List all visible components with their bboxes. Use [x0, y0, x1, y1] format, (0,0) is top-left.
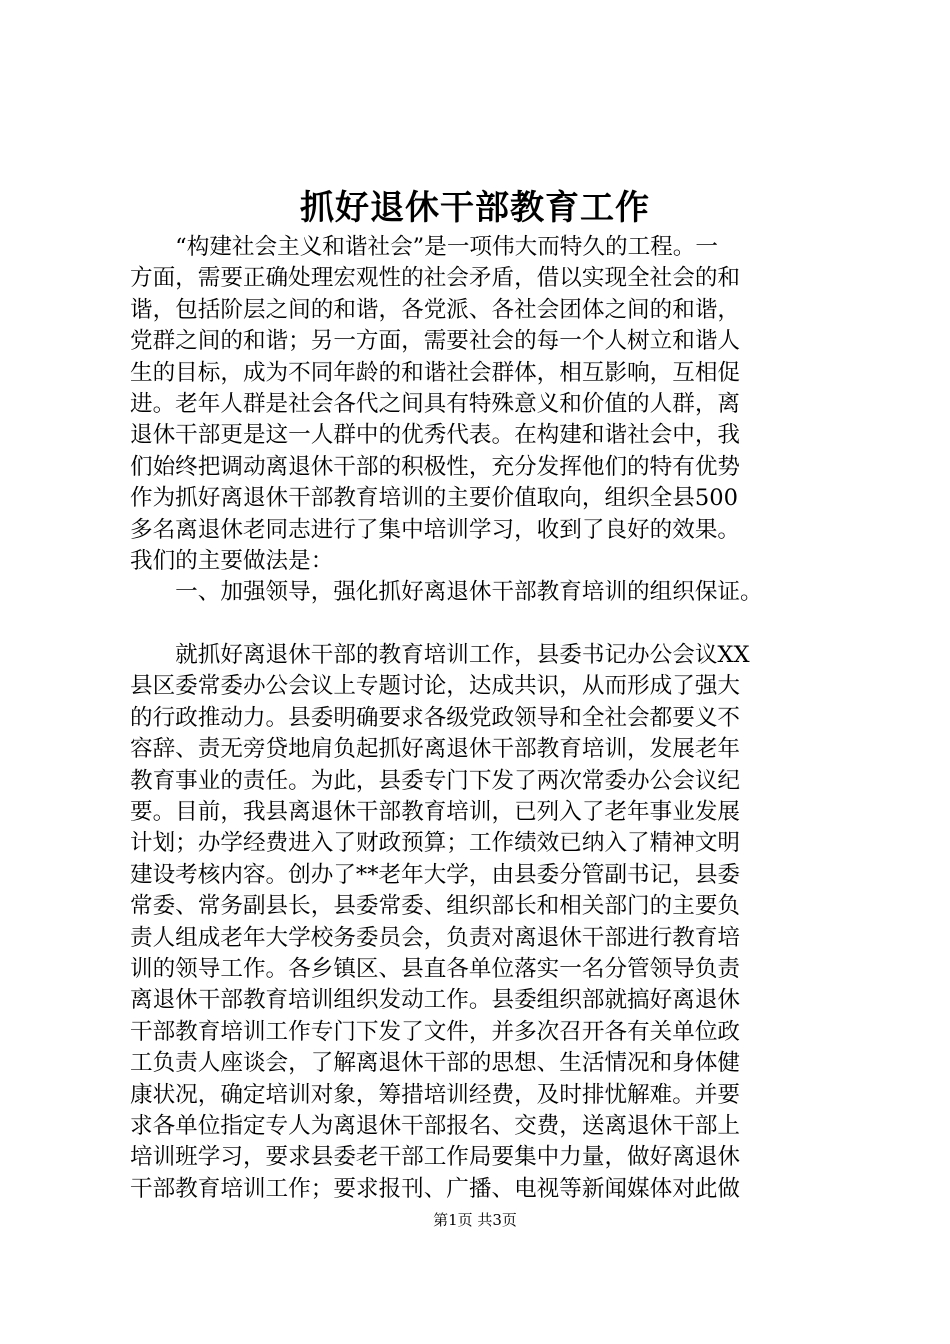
text-line: 常委、常务副县长，县委常委、组织部长和相关部门的主要负 [130, 893, 741, 920]
text-line: 进。老年人群是社会各代之间具有特殊意义和价值的人群，离 [130, 390, 741, 417]
text-line: 就抓好离退休干部的教育培训工作，县委书记办公会议XX [130, 642, 750, 669]
text-line: 求各单位指定专人为离退休干部报名、交费，送离退休干部上 [130, 1112, 741, 1139]
document-body [130, 232, 830, 1205]
text-line: 容辞、责无旁贷地肩负起抓好离退休干部教育培训，发展老年 [130, 736, 741, 763]
page-indicator: 第1页 共3页 [433, 1211, 517, 1229]
text-line: 我们的主要做法是： [130, 547, 334, 574]
text-line: “构建社会主义和谐社会”是一项伟大而特久的工程。一 [130, 234, 718, 260]
text-line: 培训班学习，要求县委老干部工作局要集中力量，做好离退休 [130, 1144, 741, 1171]
text-line: 方面，需要正确处理宏观性的社会矛盾，借以实现全社会的和 [130, 265, 741, 292]
text-line: 康状况，确定培训对象，筹措培训经费，及时排忧解难。并要 [130, 1081, 741, 1108]
text-line: 离退休干部教育培训组织发动工作。县委组织部就搞好离退休 [130, 987, 741, 1014]
text-line: 多名离退休老同志进行了集中培训学习，收到了良好的效果。 [130, 516, 741, 543]
text-line: 县区委常委办公会议上专题讨论，达成共识，从而形成了强大 [130, 673, 741, 700]
text-line: 生的目标，成为不同年龄的和谐社会群体，相互影响，互相促 [130, 359, 741, 386]
text-line: 们始终把调动离退休干部的积极性，充分发挥他们的特有优势 [130, 453, 741, 480]
text-line: 计划；办学经费进入了财政预算；工作绩效已纳入了精神文明 [130, 830, 741, 857]
text-line: 建设考核内容。创办了**老年大学，由县委分管副书记，县委 [130, 861, 741, 888]
paragraph-intro [130, 232, 830, 577]
document-title: 抓好退休干部教育工作 [300, 188, 650, 228]
text-line: 作为抓好离退休干部教育培训的主要价值取向，组织全县500 [130, 485, 738, 512]
text-line: 教育事业的责任。为此，县委专门下发了两次常委办公会议纪 [130, 767, 741, 794]
text-line: 工负责人座谈会，了解离退休干部的思想、生活情况和身体健 [130, 1050, 741, 1077]
text-line: 的行政推动力。县委明确要求各级党政领导和全社会都要义不 [130, 704, 741, 731]
blank-line [130, 609, 830, 640]
text-line: 退休干部更是这一人群中的优秀代表。在构建和谐社会中，我 [130, 422, 741, 449]
paragraph-section-one [130, 640, 830, 1205]
section-heading: 一、加强领导，强化抓好离退休干部教育培训的组织保证。 [130, 579, 763, 606]
text-line: 要。目前，我县离退休干部教育培训，已列入了老年事业发展 [130, 799, 741, 826]
text-line: 党群之间的和谐；另一方面，需要社会的每一个人树立和谐人 [130, 328, 741, 355]
text-line: 干部教育培训工作专门下发了文件，并多次召开各有关单位政 [130, 1018, 741, 1045]
text-line: 干部教育培训工作；要求报刊、广播、电视等新闻媒体对此做 [130, 1175, 741, 1202]
text-line: 责人组成老年大学校务委员会，负责对离退休干部进行教育培 [130, 924, 741, 951]
text-line: 谐，包括阶层之间的和谐，各党派、各社会团体之间的和谐， [130, 296, 741, 323]
text-line: 训的领导工作。各乡镇区、县直各单位落实一名分管领导负责 [130, 955, 741, 982]
